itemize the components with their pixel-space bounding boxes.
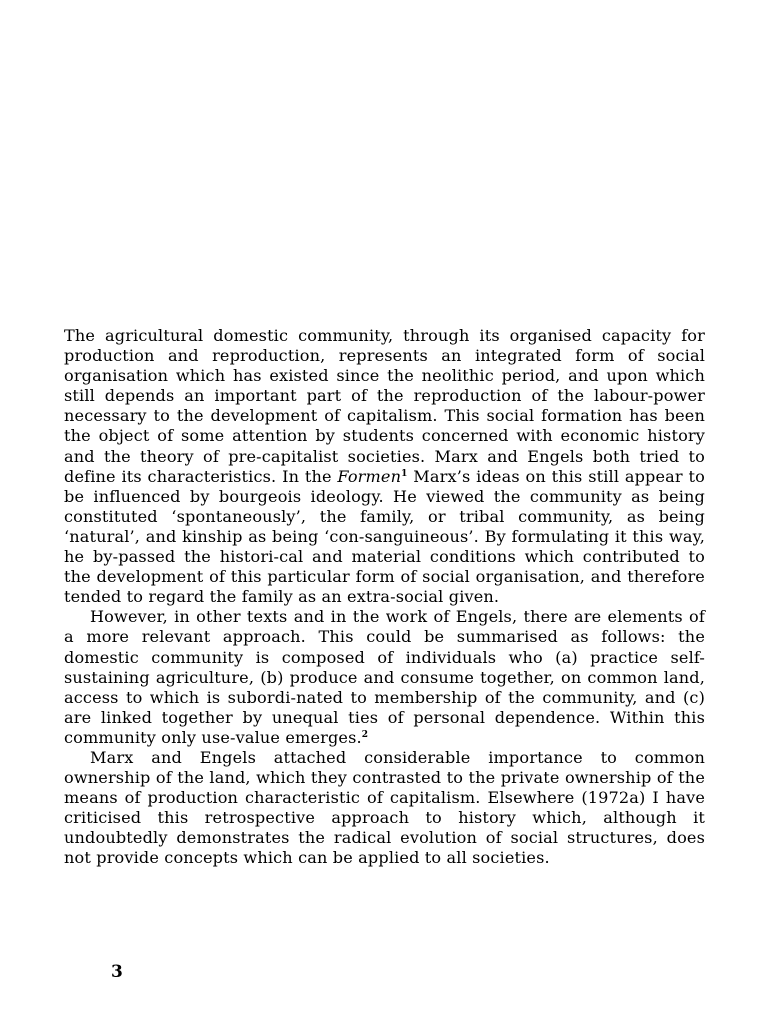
footnote-marker-1: 1 <box>401 468 408 479</box>
paragraph-1-text-b: Marx’s ideas on this still appear to be influenced by bourgeois ideology. He viewed the community as being constituted ‘spontaneously’, the family, or tribal community, as being ‘natural’, and kinship as being ‘con-sanguineous’. By formulating it this way, he by-passed the histori-cal and material conditions which contributed to the development of this particular form of social organisation, and therefore tended to regard the family as an extra-social given. <box>64 466 705 607</box>
paragraph-2 <box>64 607 705 748</box>
page-number: 3 <box>111 962 123 982</box>
footnote-marker-2: 2 <box>361 729 369 740</box>
paragraph-3 <box>64 748 705 869</box>
formen-title: Formen <box>337 466 402 486</box>
paragraph-3-text: Marx and Engels attached considerable importance to common ownership of the land, which they contrasted to the private ownership of the means of production characteristic of capitalism. Elsewhere (1972a) I have criticised this retrospective approach to history which, although it undoubtedly demonstrates the radical evolution of social structures, does not provide concepts which can be applied to all societies. <box>64 747 705 868</box>
paragraph-1-text-a: The agricultural domestic community, through its organised capacity for production and reproduction, represents an integrated form of social organisation which has existed since the neolithic period, and upon which still depends an important part of the reproduction of the labour-power necessary to the development of capitalism. This social formation has been the object of some attention by students concerned with economic history and the theory of pre-capitalist societies. Marx and Engels both tried to define its characteristics. In the <box>64 326 705 486</box>
paragraph-1 <box>64 326 705 607</box>
body-text <box>64 326 705 869</box>
paragraph-2-text: However, in other texts and in the work of Engels, there are elements of a more relevant approach. This could be summarised as follows: the domestic community is composed of individuals who (a) practice self-sustaining agriculture, (b) produce and consume together, on common land, access to which is subordi-nated to membership of the community, and (c) are linked together by unequal ties of personal dependence. Within this community only use-value emerges. <box>64 607 705 747</box>
